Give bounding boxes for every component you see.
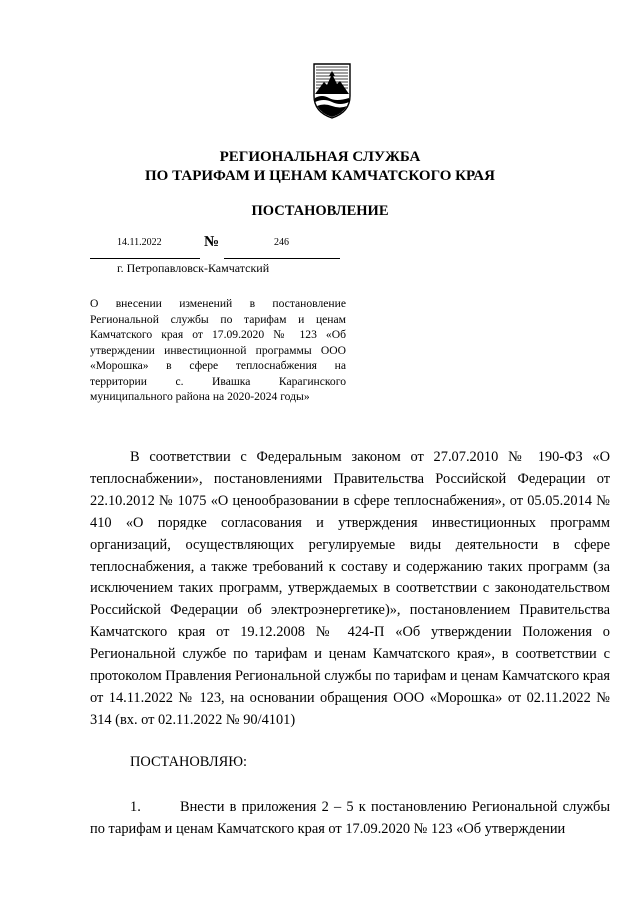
preamble-paragraph: В соответствии с Федеральным законом от 27.07.2010 № 190-ФЗ «О теплоснабжении», постановлениями Правительства Российской Федерации от 22.10.2012 № 1075 «О ценообразовании в сфере теплоснабжения», от 05.05.2014 № 410 «О порядке согласования и утверждения инвестиционных программ организаций, осуществляющих регулируемые виды деятельности в сфере теплоснабжения, а также требований к составу и содержанию таких программ (за исключением таких программ, утверждаемых в соответствии с законодательством Российской Федерации об электроэнергетике)», постановлением Правительства Камчатского края от 19.12.2008 № 424-П «Об утверждении Положения о Региональной службе по тарифам и ценам Камчатского края», в соответствии с протоколом Правления Региональной службы по тарифам и ценам Камчатского края от 14.11.2022 № 123, на основании обращения ООО «Морошка» от 02.11.2022 № 314 (вх. от 02.11.2022 № 90/4101) — [90, 449, 610, 728]
number-sign: № — [204, 234, 220, 250]
clause-1-number: 1. — [130, 799, 141, 815]
document-subject: О внесении изменений в постановление Региональной службы по тарифам и ценам Камчатского края от 17.09.2020 № 123 «Об утверждении инвестиционной программы ООО «Морошка» в сфере теплоснабжения на территории с. Ивашка Карагинского муниципального района на 2020-2024 годы» — [90, 297, 346, 403]
document-number: 246 — [274, 237, 289, 248]
clause-1 — [90, 797, 610, 841]
decree-word: ПОСТАНОВЛЯЮ: — [130, 754, 248, 770]
number-underline — [224, 258, 340, 259]
kamchatka-coat-of-arms-icon — [312, 62, 352, 120]
organization-name-line1: РЕГИОНАЛЬНАЯ СЛУЖБА — [219, 149, 421, 165]
document-type-title: ПОСТАНОВЛЕНИЕ — [251, 203, 389, 219]
document-date: 14.11.2022 — [117, 237, 162, 248]
date-underline — [90, 258, 200, 259]
organization-name-line2: ПО ТАРИФАМ И ЦЕНАМ КАМЧАТСКОГО КРАЯ — [145, 168, 495, 184]
issue-place: г. Петропавловск-Камчатский — [117, 261, 270, 275]
clause-1-text: Внести в приложения 2 – 5 к постановлению Региональной службы по тарифам и ценам Камчатского края от 17.09.2020 № 123 «Об утверждении — [90, 799, 610, 837]
